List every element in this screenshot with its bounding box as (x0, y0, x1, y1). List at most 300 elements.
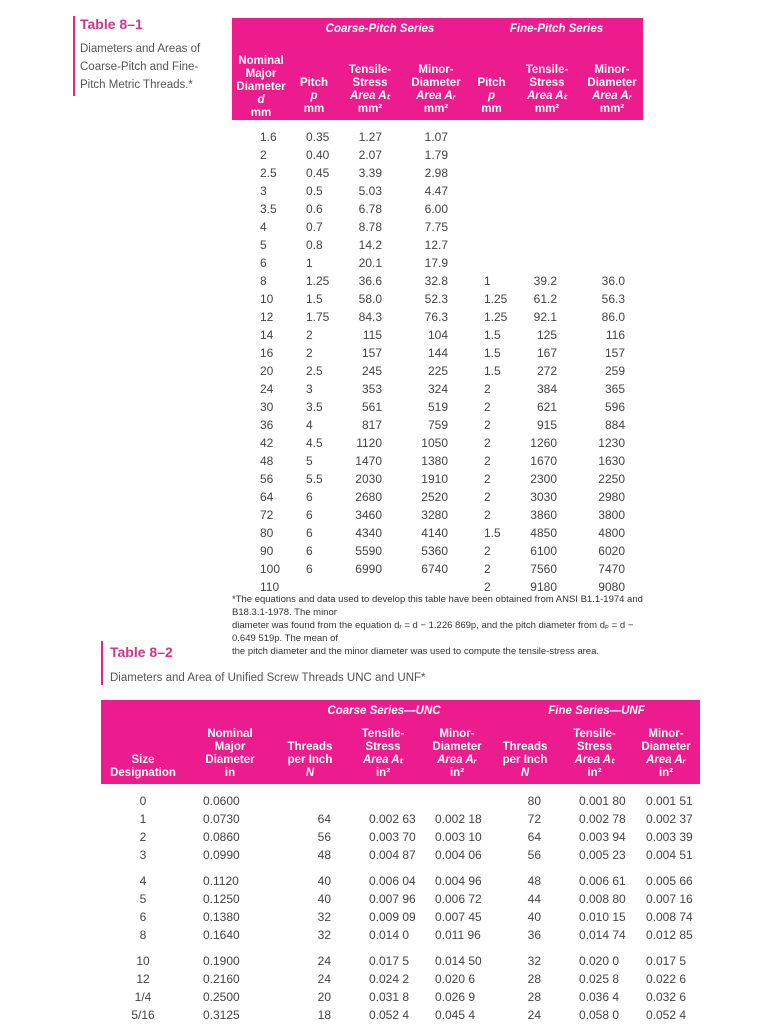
table-cell: 0.009 09 (369, 910, 416, 924)
table-cell (470, 120, 513, 146)
table1-header-nominal: Nominal Major Diameter d mm (232, 18, 290, 120)
table-cell: 6.78 (358, 202, 382, 216)
table-cell: 0.003 70 (369, 830, 416, 844)
table-cell (421, 784, 493, 810)
table-cell: 1470 (355, 454, 382, 468)
table-cell: 157 (604, 346, 625, 360)
table-cell: 0.005 66 (646, 874, 693, 888)
table-cell (470, 218, 513, 236)
footnote-line: *The equations and data used to develop this table have been obtained from ANSI B1.1-1974 and B18.3.1-1978. The minor (232, 594, 643, 618)
table-cell: 4800 (598, 526, 625, 540)
table-cell: 3280 (421, 508, 448, 522)
table1-header-coarse-pitch: Pitch p mm (290, 40, 338, 120)
table-cell: 56 (317, 830, 331, 844)
table-cell: 272 (536, 364, 557, 378)
table-cell: 72 (527, 812, 541, 826)
table-cell: 12 (136, 972, 150, 986)
table-cell: 1.79 (424, 148, 448, 162)
table-cell: 5.5 (306, 472, 323, 486)
table-cell: 621 (536, 400, 557, 414)
table-cell: 1 (484, 274, 491, 288)
table-cell: 0.026 9 (435, 990, 476, 1004)
table-cell: 80 (260, 526, 274, 540)
table-cell: 2520 (421, 490, 448, 504)
table-cell: 0.2160 (203, 972, 240, 986)
table-row (232, 416, 643, 434)
table-cell: 61.2 (533, 292, 557, 306)
table-cell: 2 (484, 544, 491, 558)
table-cell: 5 (139, 892, 147, 906)
table-cell: 1120 (356, 436, 382, 450)
table-cell: 3 (306, 382, 313, 396)
table-cell: 884 (604, 418, 625, 432)
table-cell (513, 182, 581, 200)
table-cell (513, 236, 581, 254)
table-cell: 2 (484, 490, 491, 504)
table-cell: 0.008 80 (579, 892, 626, 906)
table-row (232, 120, 643, 146)
table-cell: 2 (484, 472, 491, 486)
table-cell: 0.003 10 (435, 830, 482, 844)
table-cell: 32.8 (424, 274, 448, 288)
table-row (101, 1006, 700, 1024)
table-cell: 0 (139, 794, 147, 808)
table-row (232, 398, 643, 416)
table-cell: 1910 (421, 472, 448, 486)
table-cell: 0.052 4 (369, 1008, 410, 1022)
table-cell: 36 (527, 928, 541, 942)
table-cell: 24 (527, 1008, 541, 1022)
table-cell: 0.045 4 (435, 1008, 476, 1022)
table-row (232, 524, 643, 542)
table-cell: 759 (427, 418, 448, 432)
table-cell: 0.003 39 (646, 830, 693, 844)
table-cell: 2 (484, 382, 491, 396)
table-cell: 2.07 (358, 148, 382, 162)
table-cell: 1 (306, 256, 313, 270)
table-cell: 28 (527, 972, 541, 986)
table-cell: 8 (139, 928, 147, 942)
table-cell: 324 (427, 382, 448, 396)
table-cell: 4.5 (306, 436, 323, 450)
table2-grid (101, 700, 700, 1024)
table-cell: 110 (260, 580, 280, 594)
table-cell: 0.003 94 (579, 830, 626, 844)
table-cell: 2 (484, 418, 491, 432)
table-cell: 5/16 (131, 1008, 155, 1022)
table-cell: 2300 (530, 472, 557, 486)
table-cell: 2.5 (306, 364, 323, 378)
table-cell: 365 (604, 382, 625, 396)
table-row (232, 326, 643, 344)
table-cell: 48 (527, 874, 541, 888)
table-cell: 0.014 50 (435, 954, 482, 968)
table-cell: 0.012 85 (646, 928, 693, 942)
table-row (232, 560, 643, 578)
table-cell (513, 164, 581, 182)
table-cell: 92.1 (533, 310, 557, 324)
table-cell: 3 (139, 848, 147, 862)
table-cell: 384 (536, 382, 557, 396)
table-row (232, 290, 643, 308)
table2-header-fine-threads: Threads per Inch N (493, 718, 557, 784)
table-cell: 0.004 06 (435, 848, 482, 862)
table-cell: 245 (361, 364, 382, 378)
table-cell: 72 (260, 508, 274, 522)
table-cell: 0.024 2 (369, 972, 410, 986)
table-cell: 10 (260, 292, 274, 306)
table-cell: 90 (260, 544, 274, 558)
table-row (232, 200, 643, 218)
table-cell: 0.0990 (203, 848, 240, 862)
table-cell: 16 (260, 346, 274, 360)
table-cell: 0.0860 (203, 830, 240, 844)
table-cell: 144 (427, 346, 448, 360)
table-cell: 5 (260, 238, 267, 252)
table-cell: 24 (317, 954, 331, 968)
table1-caption-line: Coarse-Pitch and Fine- (80, 61, 199, 73)
table-cell (581, 182, 643, 200)
table-cell: 6 (306, 562, 313, 576)
table-cell (513, 146, 581, 164)
table-cell: 0.0600 (203, 794, 240, 808)
table-cell: 1.5 (484, 346, 501, 360)
table-cell: 104 (427, 328, 448, 342)
table-cell: 7.75 (424, 220, 448, 234)
table-cell: 2 (484, 580, 491, 594)
table-cell: 80 (527, 794, 541, 808)
table-cell: 0.006 61 (579, 874, 626, 888)
table-cell: 44 (527, 892, 541, 906)
table-cell: 4.47 (424, 184, 448, 198)
table-cell: 32 (317, 910, 331, 924)
table-cell: 3 (260, 184, 267, 198)
table-cell: 2030 (355, 472, 382, 486)
table-cell (581, 146, 643, 164)
table-cell: 4 (260, 220, 267, 234)
table-cell: 0.007 16 (646, 892, 693, 906)
table-cell (581, 164, 643, 182)
table-cell: 6740 (421, 562, 448, 576)
table-cell: 915 (536, 418, 557, 432)
table2-caption: Diameters and Area of Unified Screw Threads UNC and UNF* (110, 672, 426, 684)
table-cell: 2 (484, 454, 491, 468)
table-cell: 0.0730 (203, 812, 240, 826)
table-cell: 0.7 (306, 220, 323, 234)
table-cell: 2 (484, 436, 491, 450)
table1-accent-bar (73, 16, 75, 96)
table-cell: 2 (484, 400, 491, 414)
table-cell: 225 (427, 364, 448, 378)
table-row (101, 864, 700, 890)
table-cell: 5 (306, 454, 313, 468)
table-row (101, 988, 700, 1006)
table-cell: 0.002 78 (579, 812, 626, 826)
table-cell: 0.35 (306, 130, 330, 144)
table-cell: 64 (527, 830, 541, 844)
table-cell: 6 (306, 544, 313, 558)
table-cell (275, 784, 345, 810)
table-cell (345, 784, 421, 810)
table-cell: 5360 (421, 544, 448, 558)
table-cell: 2 (139, 830, 147, 844)
table-cell: 0.031 8 (369, 990, 410, 1004)
table-cell: 561 (361, 400, 382, 414)
table-cell (470, 200, 513, 218)
table-cell: 259 (604, 364, 625, 378)
table-cell: 30 (260, 400, 274, 414)
table-cell: 0.002 63 (369, 812, 416, 826)
table-cell: 8 (260, 274, 267, 288)
table-row (232, 362, 643, 380)
table-cell: 0.1120 (203, 874, 239, 888)
table-cell: 1.5 (484, 364, 501, 378)
table-cell: 18 (317, 1008, 331, 1022)
table-cell: 2 (484, 562, 491, 576)
table-cell: 1.27 (358, 130, 382, 144)
table-row (232, 218, 643, 236)
table-cell: 40 (527, 910, 541, 924)
table-row (232, 272, 643, 290)
table-cell: 125 (536, 328, 557, 342)
table-cell: 817 (361, 418, 382, 432)
table1-header-coarse-tensile: Tensile- Stress Area Aₜ mm² (338, 40, 402, 120)
table-cell: 115 (362, 328, 382, 342)
table-cell: 4140 (421, 526, 448, 540)
table-cell: 2 (260, 148, 267, 162)
table-cell: 9180 (530, 580, 557, 594)
table-row (232, 380, 643, 398)
table-cell: 596 (604, 400, 625, 414)
table-cell: 1.5 (306, 292, 323, 306)
table-cell: 14.2 (358, 238, 382, 252)
table-cell: 0.004 51 (646, 848, 693, 862)
table-cell (470, 254, 513, 272)
table-cell (581, 218, 643, 236)
table-cell: 0.45 (306, 166, 330, 180)
table-cell (470, 236, 513, 254)
table-cell (581, 120, 643, 146)
table-cell: 40 (317, 892, 331, 906)
table-cell: 1380 (421, 454, 448, 468)
table-row (232, 434, 643, 452)
table-cell: 4850 (530, 526, 557, 540)
table-cell: 0.052 4 (646, 1008, 687, 1022)
table-cell: 0.001 80 (579, 794, 626, 808)
table-row (101, 944, 700, 970)
table-cell: 0.5 (306, 184, 323, 198)
footnote-line: the pitch diameter and the minor diameter was used to compute the tensile-stress area. (232, 646, 599, 657)
table-cell: 0.001 51 (646, 794, 693, 808)
table-cell: 6 (260, 256, 267, 270)
table-cell: 0.058 0 (579, 1008, 620, 1022)
table-cell: 0.010 15 (579, 910, 626, 924)
table-cell: 6020 (598, 544, 625, 558)
table-cell: 3.5 (306, 400, 323, 414)
table1-grid (232, 18, 643, 596)
table-cell: 0.1900 (203, 954, 240, 968)
table2-header-coarse-tensile: Tensile- Stress Area Aₜ in² (345, 718, 421, 784)
table2-header-size: Size Designation (101, 700, 185, 784)
table-row (101, 828, 700, 846)
table-cell: 1630 (598, 454, 625, 468)
table-cell: 20 (260, 364, 274, 378)
table-cell: 8.78 (358, 220, 382, 234)
table-cell: 0.004 87 (369, 848, 416, 862)
table-cell: 48 (317, 848, 331, 862)
table2-accent-bar (101, 641, 103, 685)
table-cell: 64 (317, 812, 331, 826)
table-cell: 48 (260, 454, 274, 468)
table-cell (513, 254, 581, 272)
table-cell: 36.6 (358, 274, 382, 288)
table-cell: 5.03 (358, 184, 382, 198)
table-cell: 157 (361, 346, 382, 360)
table-cell: 2 (306, 328, 313, 342)
table-cell: 0.008 74 (646, 910, 693, 924)
table-cell: 0.2500 (203, 990, 240, 1004)
table-cell: 0.1250 (203, 892, 240, 906)
table-cell: 0.40 (306, 148, 330, 162)
table-cell: 0.007 96 (369, 892, 416, 906)
table-cell: 6 (306, 526, 313, 540)
table-cell (513, 200, 581, 218)
table-cell (513, 218, 581, 236)
table-cell: 39.2 (533, 274, 557, 288)
table2-header-fine-tensile: Tensile- Stress Area Aₜ in² (557, 718, 632, 784)
table-cell: 6 (306, 508, 313, 522)
table-cell: 2 (306, 346, 313, 360)
table-cell: 0.036 4 (579, 990, 620, 1004)
table-cell: 0.017 5 (369, 954, 410, 968)
table-cell: 7560 (530, 562, 557, 576)
table-cell: 2.5 (260, 166, 277, 180)
table-cell: 353 (361, 382, 382, 396)
table-row (101, 926, 700, 944)
table-cell: 0.1640 (203, 928, 240, 942)
table-cell: 1670 (530, 454, 557, 468)
table-cell: 116 (605, 328, 625, 342)
table-cell: 2250 (598, 472, 625, 486)
table-cell (581, 254, 643, 272)
table-cell: 32 (317, 928, 331, 942)
table-cell: 24 (260, 382, 274, 396)
table-row (232, 308, 643, 326)
table-cell: 2680 (355, 490, 382, 504)
table-cell: 3860 (530, 508, 557, 522)
table-cell: 64 (260, 490, 274, 504)
table-cell: 3.5 (260, 202, 277, 216)
table-cell (470, 164, 513, 182)
footnote-line: diameter was found from the equation dᵣ = d − 1.226 869p, and the pitch diameter from dₚ = d − 0.649 519p. The mean of (232, 620, 634, 644)
table-cell: 5590 (355, 544, 382, 558)
table-row (232, 470, 643, 488)
table-cell: 32 (527, 954, 541, 968)
table2-title: Table 8–2 (110, 644, 173, 660)
table1-header-fine-minor: Minor- Diameter Area Aᵣ mm² (581, 40, 643, 120)
table-cell: 1230 (598, 436, 625, 450)
table-cell: 0.3125 (203, 1008, 240, 1022)
table-cell: 4340 (355, 526, 382, 540)
table-cell: 86.0 (601, 310, 625, 324)
table-cell: 0.002 18 (435, 812, 482, 826)
table-cell (581, 236, 643, 254)
table1-header-fine-tensile: Tensile- Stress Area Aₜ mm² (513, 40, 581, 120)
table-cell: 42 (260, 436, 274, 450)
table-cell: 0.011 96 (435, 928, 481, 942)
table-row (101, 810, 700, 828)
table-cell: 0.1380 (203, 910, 240, 924)
table-cell: 3.39 (358, 166, 382, 180)
table-cell: 0.6 (306, 202, 323, 216)
table-cell: 0.006 72 (435, 892, 482, 906)
table-cell: 0.002 37 (646, 812, 693, 826)
table1-group-fine: Fine-Pitch Series (470, 18, 643, 40)
table-cell: 17.9 (424, 256, 448, 270)
table1-header-fine-pitch: Pitch p mm (470, 40, 513, 120)
table-cell: 1.5 (484, 526, 501, 540)
table-cell: 3460 (355, 508, 382, 522)
table-cell: 0.014 74 (579, 928, 626, 942)
table-row (101, 970, 700, 988)
table-cell: 0.017 5 (646, 954, 687, 968)
table-cell: 10 (136, 954, 150, 968)
table2-header-fine-minor: Minor- Diameter Area Aᵣ in² (632, 718, 700, 784)
table-cell: 3030 (530, 490, 557, 504)
table-cell: 9080 (598, 580, 625, 594)
table-cell: 36 (260, 418, 274, 432)
table-cell: 0.020 0 (579, 954, 620, 968)
table-cell: 1050 (421, 436, 448, 450)
table-cell: 6.00 (424, 202, 448, 216)
table-cell: 6 (139, 910, 147, 924)
table-cell: 0.032 6 (646, 990, 687, 1004)
table-cell: 1.25 (484, 310, 508, 324)
table-cell: 76.3 (424, 310, 448, 324)
table-row (232, 542, 643, 560)
table-cell: 28 (527, 990, 541, 1004)
table-row (232, 164, 643, 182)
table-cell: 6 (306, 490, 313, 504)
table-cell: 84.3 (358, 310, 382, 324)
table-cell: 56 (527, 848, 541, 862)
table-row (232, 506, 643, 524)
table-cell: 1.07 (424, 130, 448, 144)
table-cell: 24 (317, 972, 331, 986)
table-cell: 20.1 (358, 256, 382, 270)
table-cell: 56 (260, 472, 274, 486)
table-cell: 1.75 (306, 310, 330, 324)
table-cell: 167 (536, 346, 557, 360)
table1-caption-line: Pitch Metric Threads.* (80, 79, 193, 91)
table-cell: 0.8 (306, 238, 323, 252)
table-cell: 0.004 96 (435, 874, 482, 888)
table-cell: 1 (139, 812, 147, 826)
table-cell: 6100 (530, 544, 557, 558)
table1-caption-line: Diameters and Areas of (80, 43, 201, 55)
table-row (232, 452, 643, 470)
table-cell: 7470 (598, 562, 625, 576)
table1-group-coarse: Coarse-Pitch Series (290, 18, 470, 40)
table-cell: 36.0 (601, 274, 625, 288)
table-cell: 52.3 (424, 292, 448, 306)
table2-header-coarse-threads: Threads per Inch N (275, 718, 345, 784)
table-cell: 6990 (355, 562, 382, 576)
table-cell: 4 (139, 874, 147, 888)
table-cell: 0.025 8 (579, 972, 620, 986)
table-cell: 1.5 (484, 328, 501, 342)
table1-title: Table 8–1 (80, 16, 143, 32)
